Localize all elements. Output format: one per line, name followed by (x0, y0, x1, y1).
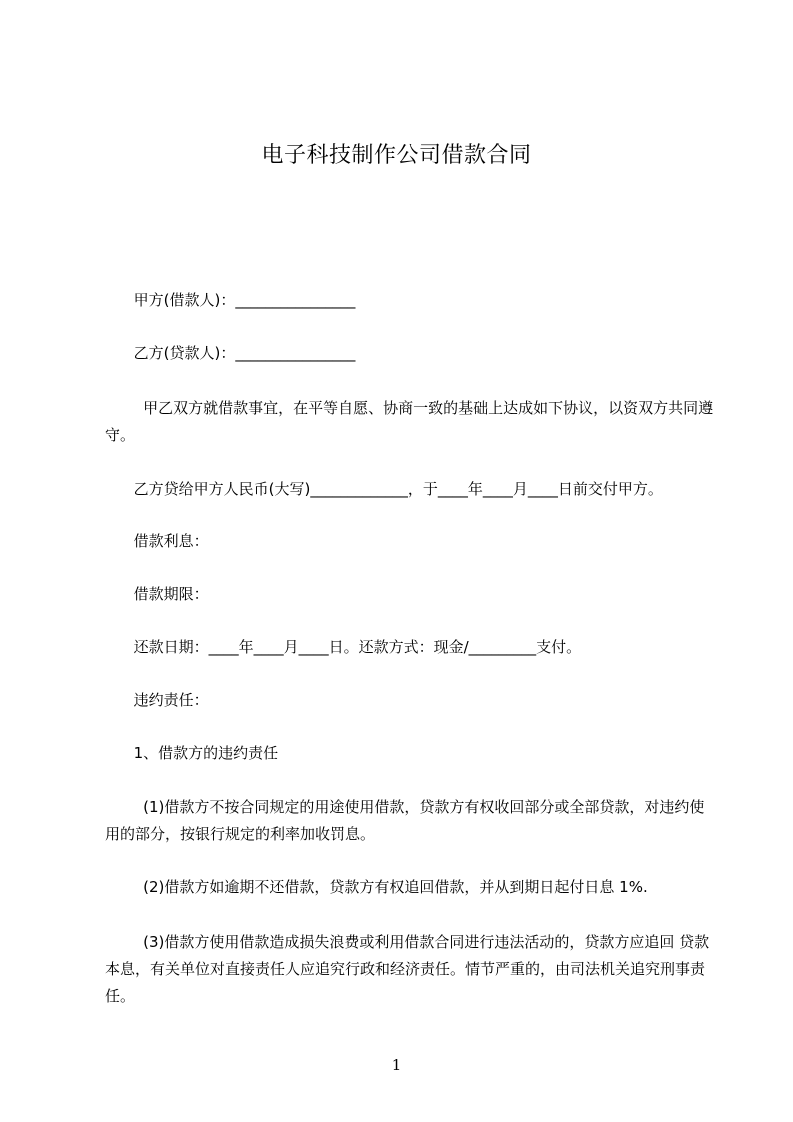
party-a-line: 甲方(借款人)：________________ (105, 291, 356, 309)
loan-amount-line: 乙方贷给甲方人民币(大写)_____________，于____年____月____日前交付甲方。 (105, 480, 663, 498)
repayment-line: 还款日期：____年____月____日。还款方式：现金/_________支付。 (105, 638, 582, 656)
clause-1-paragraph: (1)借款方不按合同规定的用途使用借款，贷款方有权收回部分或全部贷款，对违约使用的部分，按银行规定的利率加收罚息。 (105, 798, 705, 843)
page-number: 1 (391, 1056, 402, 1074)
clause-3-paragraph: (3)借款方使用借款造成损失浪费或利用借款合同进行违法活动的，贷款方应追回 贷款本息，有关单位对直接责任人应追究行政和经济责任。情节严重的，由司法机关追究刑事责任。 (105, 933, 710, 1005)
clause-2-paragraph: (2)借款方如逾期不还借款，贷款方有权追回借款，并从到期日起付日息 1%. (105, 878, 648, 896)
breach-heading: 违约责任： (105, 691, 209, 709)
document-title: 电子科技制作公司借款合同 (261, 143, 532, 168)
borrower-breach-heading: 1、借款方的违约责任 (105, 744, 279, 762)
party-b-line: 乙方(贷款人)：________________ (105, 344, 356, 362)
interest-line: 借款利息： (105, 532, 209, 550)
loan-term-line: 借款期限： (105, 585, 209, 603)
agreement-intro-paragraph: 甲乙双方就借款事宜，在平等自愿、协商一致的基础上达成如下协议，以资双方共同遵守。 (105, 399, 714, 444)
